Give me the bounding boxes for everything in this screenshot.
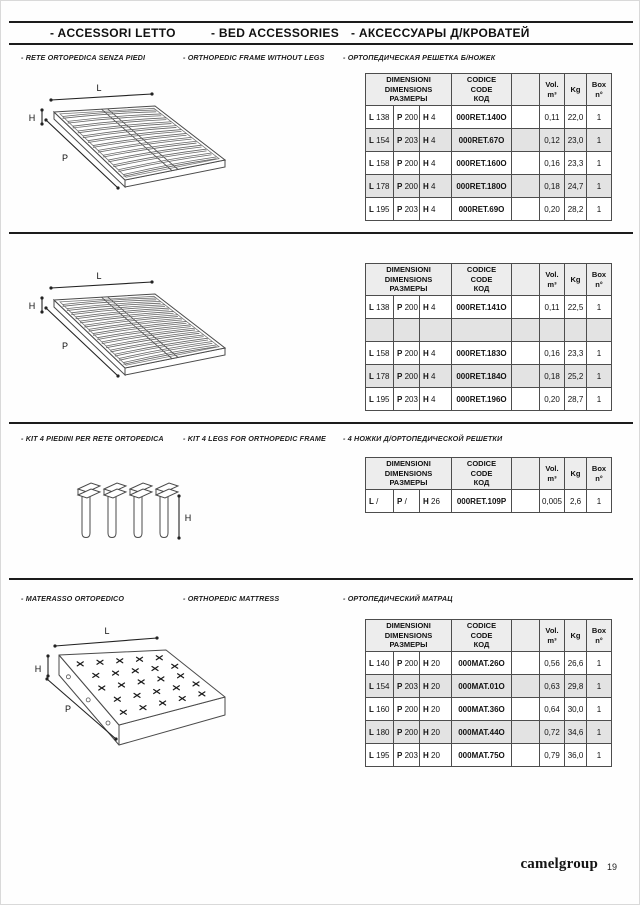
table-row bbox=[366, 198, 612, 221]
volume-header: Vol. m³ bbox=[540, 74, 565, 106]
spacer-cell bbox=[512, 490, 540, 513]
svg-text:H: H bbox=[28, 301, 36, 311]
weight-cell: 22,0 bbox=[565, 106, 587, 129]
svg-text:L: L bbox=[96, 83, 102, 93]
dim-l-cell: L 154 bbox=[366, 675, 394, 698]
table-header-row bbox=[366, 458, 612, 490]
volume-cell: 0,16 bbox=[540, 342, 565, 365]
section1-heading-ru: - ОРТОПЕДИЧЕСКАЯ РЕШЕТКА Б/НОЖЕК bbox=[343, 53, 496, 62]
dim-h-cell: H 4 bbox=[420, 106, 452, 129]
page-title-italian: - ACCESSORI LETTO bbox=[50, 26, 176, 40]
table-row bbox=[366, 675, 612, 698]
spacer-cell bbox=[512, 365, 540, 388]
dim-h-cell: H 4 bbox=[420, 296, 452, 319]
svg-text:L: L bbox=[96, 271, 102, 281]
dim-l-cell: L 140 bbox=[366, 652, 394, 675]
table-row bbox=[366, 175, 612, 198]
empty-cell bbox=[366, 319, 394, 342]
dim-l-cell: L / bbox=[366, 490, 394, 513]
dim-p-cell: P 203 bbox=[394, 198, 420, 221]
dim-l-cell: L 160 bbox=[366, 698, 394, 721]
spec-table-mattress bbox=[365, 619, 612, 767]
code-cell: 000MAT.75O bbox=[452, 744, 512, 767]
box-cell: 1 bbox=[587, 106, 612, 129]
weight-cell: 28,2 bbox=[565, 198, 587, 221]
page-number: 19 bbox=[607, 862, 618, 872]
dim-h-cell: H 4 bbox=[420, 175, 452, 198]
volume-cell: 0,56 bbox=[540, 652, 565, 675]
box-cell: 1 bbox=[587, 675, 612, 698]
code-cell: 000RET.141O bbox=[452, 296, 512, 319]
spacer-cell bbox=[512, 652, 540, 675]
table-row bbox=[366, 152, 612, 175]
code-cell: 000RET.196O bbox=[452, 388, 512, 411]
dim-h-cell: H 4 bbox=[420, 342, 452, 365]
code-header: CODICE CODE КОД bbox=[452, 264, 512, 296]
empty-cell bbox=[512, 319, 540, 342]
code-cell: 000MAT.36O bbox=[452, 698, 512, 721]
code-cell: 000RET.140O bbox=[452, 106, 512, 129]
volume-cell: 0,005 bbox=[540, 490, 565, 513]
section3-heading-ru: - 4 НОЖКИ Д/ОРТОПЕДИЧЕСКОЙ РЕШЕТКИ bbox=[343, 434, 503, 443]
section4-heading-ru: - ОРТОПЕДИЧЕСКИЙ МАТРАЦ bbox=[343, 594, 453, 603]
page-title-english: - BED ACCESSORIES bbox=[211, 26, 340, 40]
weight-cell: 26,6 bbox=[565, 652, 587, 675]
volume-cell: 0,16 bbox=[540, 152, 565, 175]
dim-l-cell: L 158 bbox=[366, 152, 394, 175]
table-row bbox=[366, 698, 612, 721]
dim-h-cell: H 4 bbox=[420, 388, 452, 411]
spacer-cell bbox=[512, 342, 540, 365]
spec-table-legs bbox=[365, 457, 612, 513]
dim-h-cell: H 20 bbox=[420, 721, 452, 744]
weight-cell: 36,0 bbox=[565, 744, 587, 767]
weight-cell: 28,7 bbox=[565, 388, 587, 411]
dim-l-cell: L 154 bbox=[366, 129, 394, 152]
orthopedic-frame-drawing-2 bbox=[21, 267, 251, 392]
dimensions-header: DIMENSIONI DIMENSIONS РАЗМЕРЫ bbox=[366, 458, 452, 490]
box-header: Box n° bbox=[587, 458, 612, 490]
spacer-cell bbox=[512, 106, 540, 129]
table-row bbox=[366, 652, 612, 675]
weight-header: Kg bbox=[565, 74, 587, 106]
box-cell: 1 bbox=[587, 296, 612, 319]
code-cell: 000RET.183O bbox=[452, 342, 512, 365]
svg-text:H: H bbox=[34, 664, 42, 674]
box-cell: 1 bbox=[587, 388, 612, 411]
height-dimension-arrow bbox=[177, 494, 191, 539]
section4-heading-en: - ORTHOPEDIC MATTRESS bbox=[183, 594, 280, 603]
page-title-russian: - АКСЕССУАРЫ Д/КРОВАТЕЙ bbox=[351, 26, 530, 40]
table-row bbox=[366, 342, 612, 365]
spacer-header bbox=[512, 264, 540, 296]
dimensions-header: DIMENSIONI DIMENSIONS РАЗМЕРЫ bbox=[366, 74, 452, 106]
section-separator-2 bbox=[9, 422, 633, 424]
section3-heading-it: - KIT 4 PIEDINI PER RETE ORTOPEDICA bbox=[21, 434, 164, 443]
spacer-cell bbox=[512, 388, 540, 411]
code-cell: 000RET.69O bbox=[452, 198, 512, 221]
empty-cell bbox=[452, 319, 512, 342]
table-row-empty bbox=[366, 319, 612, 342]
code-header: CODICE CODE КОД bbox=[452, 458, 512, 490]
weight-cell: 2,6 bbox=[565, 490, 587, 513]
volume-cell: 0,63 bbox=[540, 675, 565, 698]
dim-p-cell: P 203 bbox=[394, 675, 420, 698]
section-separator-3 bbox=[9, 578, 633, 580]
svg-text:H: H bbox=[28, 113, 36, 123]
spacer-header bbox=[512, 620, 540, 652]
brand-logo: camelgroup bbox=[520, 856, 598, 872]
code-cell: 000RET.160O bbox=[452, 152, 512, 175]
dim-h-cell: H 20 bbox=[420, 652, 452, 675]
leg-icon bbox=[104, 483, 126, 538]
spacer-cell bbox=[512, 175, 540, 198]
code-header: CODICE CODE КОД bbox=[452, 74, 512, 106]
empty-cell bbox=[540, 319, 565, 342]
spacer-header bbox=[512, 74, 540, 106]
orthopedic-frame-drawing-1 bbox=[21, 79, 251, 204]
dim-l-cell: L 178 bbox=[366, 365, 394, 388]
header-rule-bottom bbox=[9, 43, 633, 45]
code-cell: 000RET.67O bbox=[452, 129, 512, 152]
table-row bbox=[366, 490, 612, 513]
table-row bbox=[366, 106, 612, 129]
spacer-cell bbox=[512, 698, 540, 721]
box-cell: 1 bbox=[587, 152, 612, 175]
volume-cell: 0,20 bbox=[540, 198, 565, 221]
dimensions-header: DIMENSIONI DIMENSIONS РАЗМЕРЫ bbox=[366, 264, 452, 296]
volume-cell: 0,12 bbox=[540, 129, 565, 152]
box-header: Box n° bbox=[587, 264, 612, 296]
dim-p-cell: P 200 bbox=[394, 652, 420, 675]
table-row bbox=[366, 129, 612, 152]
dim-h-cell: H 20 bbox=[420, 675, 452, 698]
weight-cell: 24,7 bbox=[565, 175, 587, 198]
leg-icon bbox=[156, 483, 178, 538]
dim-p-cell: P / bbox=[394, 490, 420, 513]
spacer-cell bbox=[512, 675, 540, 698]
empty-cell bbox=[587, 319, 612, 342]
spec-table-frame-1 bbox=[365, 73, 612, 221]
dim-h-cell: H 4 bbox=[420, 152, 452, 175]
dim-p-cell: P 200 bbox=[394, 106, 420, 129]
code-cell: 000MAT.44O bbox=[452, 721, 512, 744]
dim-h-cell: H 20 bbox=[420, 744, 452, 767]
volume-header: Vol. m³ bbox=[540, 264, 565, 296]
weight-cell: 25,2 bbox=[565, 365, 587, 388]
dim-p-cell: P 200 bbox=[394, 721, 420, 744]
height-dimension-label: H bbox=[184, 513, 192, 523]
dim-h-cell: H 4 bbox=[420, 198, 452, 221]
section1-heading-it: - RETE ORTOPEDICA SENZA PIEDI bbox=[21, 53, 146, 62]
dim-l-cell: L 195 bbox=[366, 388, 394, 411]
code-cell: 000RET.109P bbox=[452, 490, 512, 513]
header-rule-top bbox=[9, 21, 633, 23]
box-cell: 1 bbox=[587, 721, 612, 744]
svg-text:P: P bbox=[61, 341, 69, 351]
box-cell: 1 bbox=[587, 652, 612, 675]
dim-l-cell: L 195 bbox=[366, 744, 394, 767]
code-cell: 000RET.184O bbox=[452, 365, 512, 388]
leg-icon bbox=[130, 483, 152, 538]
section1-heading-en: - ORTHOPEDIC FRAME WITHOUT LEGS bbox=[183, 53, 325, 62]
dim-l-cell: L 180 bbox=[366, 721, 394, 744]
spacer-cell bbox=[512, 129, 540, 152]
dim-p-cell: P 203 bbox=[394, 388, 420, 411]
spacer-cell bbox=[512, 721, 540, 744]
dim-h-cell: H 4 bbox=[420, 365, 452, 388]
dim-l-cell: L 158 bbox=[366, 342, 394, 365]
dim-l-cell: L 138 bbox=[366, 106, 394, 129]
mattress-drawing bbox=[21, 617, 251, 757]
code-cell: 000MAT.01O bbox=[452, 675, 512, 698]
table-row bbox=[366, 744, 612, 767]
weight-header: Kg bbox=[565, 264, 587, 296]
leg-icon bbox=[78, 483, 100, 538]
dim-p-cell: P 200 bbox=[394, 175, 420, 198]
box-header: Box n° bbox=[587, 74, 612, 106]
dim-p-cell: P 200 bbox=[394, 296, 420, 319]
dim-l-cell: L 138 bbox=[366, 296, 394, 319]
table-header-row bbox=[366, 620, 612, 652]
section3-heading-en: - KIT 4 LEGS FOR ORTHOPEDIC FRAME bbox=[183, 434, 326, 443]
dim-p-cell: P 200 bbox=[394, 152, 420, 175]
volume-cell: 0,11 bbox=[540, 106, 565, 129]
box-cell: 1 bbox=[587, 175, 612, 198]
dim-p-cell: P 200 bbox=[394, 698, 420, 721]
box-cell: 1 bbox=[587, 129, 612, 152]
weight-cell: 23,3 bbox=[565, 342, 587, 365]
table-row bbox=[366, 365, 612, 388]
volume-header: Vol. m³ bbox=[540, 620, 565, 652]
volume-cell: 0,20 bbox=[540, 388, 565, 411]
dim-h-cell: H 26 bbox=[420, 490, 452, 513]
spacer-cell bbox=[512, 744, 540, 767]
box-cell: 1 bbox=[587, 198, 612, 221]
dim-h-cell: H 4 bbox=[420, 129, 452, 152]
weight-header: Kg bbox=[565, 458, 587, 490]
svg-text:P: P bbox=[61, 153, 69, 163]
weight-cell: 23,3 bbox=[565, 152, 587, 175]
volume-cell: 0,11 bbox=[540, 296, 565, 319]
code-header: CODICE CODE КОД bbox=[452, 620, 512, 652]
table-row bbox=[366, 296, 612, 319]
weight-cell: 30,0 bbox=[565, 698, 587, 721]
weight-cell: 29,8 bbox=[565, 675, 587, 698]
svg-text:L: L bbox=[104, 626, 110, 636]
volume-header: Vol. m³ bbox=[540, 458, 565, 490]
box-cell: 1 bbox=[587, 698, 612, 721]
code-cell: 000MAT.26O bbox=[452, 652, 512, 675]
weight-header: Kg bbox=[565, 620, 587, 652]
box-cell: 1 bbox=[587, 342, 612, 365]
legs-kit-drawing bbox=[41, 467, 221, 557]
spacer-header bbox=[512, 458, 540, 490]
table-row bbox=[366, 721, 612, 744]
volume-cell: 0,79 bbox=[540, 744, 565, 767]
table-header-row bbox=[366, 74, 612, 106]
dimensions-header: DIMENSIONI DIMENSIONS РАЗМЕРЫ bbox=[366, 620, 452, 652]
weight-cell: 22,5 bbox=[565, 296, 587, 319]
table-header-row bbox=[366, 264, 612, 296]
spacer-cell bbox=[512, 152, 540, 175]
dim-p-cell: P 203 bbox=[394, 744, 420, 767]
dim-l-cell: L 178 bbox=[366, 175, 394, 198]
dim-l-cell: L 195 bbox=[366, 198, 394, 221]
section-separator-1 bbox=[9, 232, 633, 234]
box-cell: 1 bbox=[587, 490, 612, 513]
box-cell: 1 bbox=[587, 365, 612, 388]
volume-cell: 0,64 bbox=[540, 698, 565, 721]
dim-p-cell: P 203 bbox=[394, 129, 420, 152]
empty-cell bbox=[565, 319, 587, 342]
volume-cell: 0,18 bbox=[540, 365, 565, 388]
svg-text:P: P bbox=[64, 704, 72, 714]
spec-table-frame-2 bbox=[365, 263, 612, 411]
box-cell: 1 bbox=[587, 744, 612, 767]
dim-p-cell: P 200 bbox=[394, 342, 420, 365]
spacer-cell bbox=[512, 296, 540, 319]
box-header: Box n° bbox=[587, 620, 612, 652]
dim-p-cell: P 200 bbox=[394, 365, 420, 388]
code-cell: 000RET.180O bbox=[452, 175, 512, 198]
volume-cell: 0,72 bbox=[540, 721, 565, 744]
spacer-cell bbox=[512, 198, 540, 221]
dim-h-cell: H 20 bbox=[420, 698, 452, 721]
empty-cell bbox=[394, 319, 420, 342]
weight-cell: 23,0 bbox=[565, 129, 587, 152]
section4-heading-it: - MATERASSO ORTOPEDICO bbox=[21, 594, 125, 603]
table-row bbox=[366, 388, 612, 411]
weight-cell: 34,6 bbox=[565, 721, 587, 744]
empty-cell bbox=[420, 319, 452, 342]
volume-cell: 0,18 bbox=[540, 175, 565, 198]
